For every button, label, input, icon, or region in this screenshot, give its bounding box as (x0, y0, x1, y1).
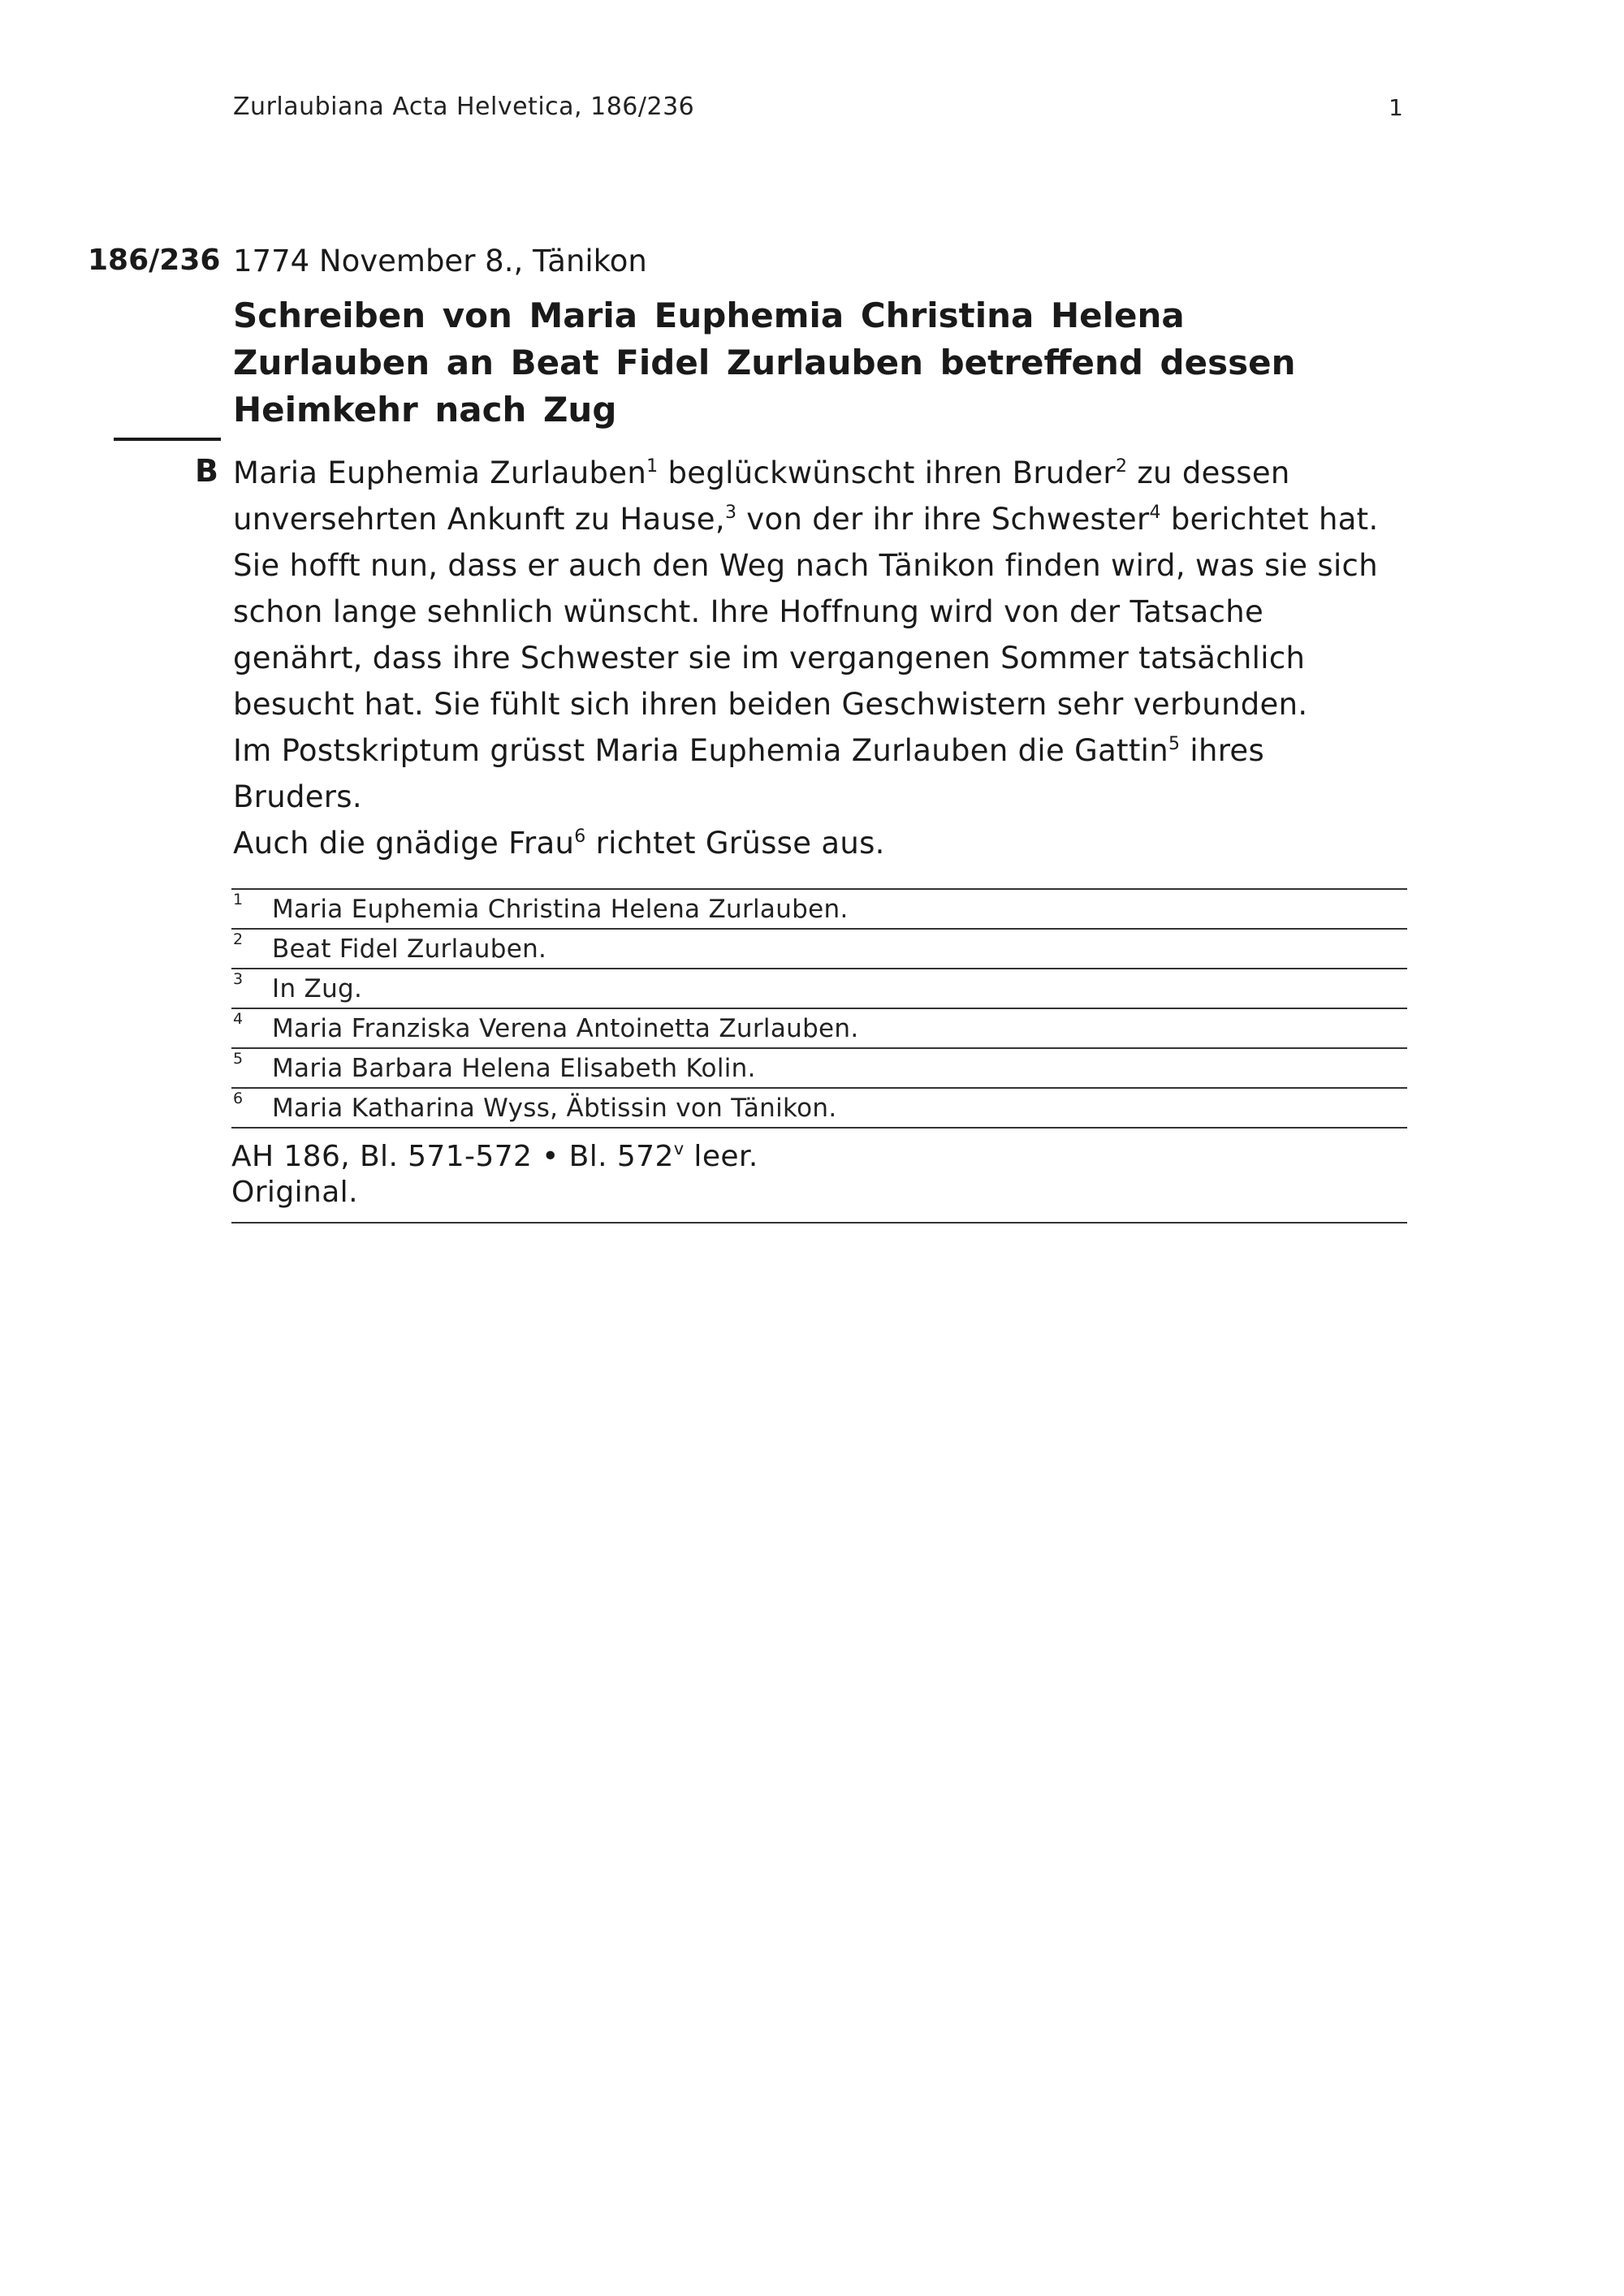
regest-marker: B (195, 453, 218, 489)
regest-segment: Auch die gnädige Frau (233, 826, 575, 861)
footnote-ref-1: 1 (646, 456, 659, 477)
footnote-text: Beat Fidel Zurlauben. (272, 934, 547, 964)
footnote-number: 3 (233, 970, 244, 988)
footnote-number: 1 (233, 891, 244, 908)
regest-paragraph-3 (233, 820, 1402, 866)
footnote-text: Maria Katharina Wyss, Äbtissin von Tänikon. (272, 1094, 837, 1123)
footnote-text: Maria Barbara Helena Elisabeth Kolin. (272, 1054, 756, 1083)
footnote-text: Maria Euphemia Christina Helena Zurlauben. (272, 895, 849, 924)
footnote-text: In Zug. (272, 974, 363, 1003)
footnote-number: 4 (233, 1010, 244, 1028)
footnote-number: 2 (233, 930, 244, 948)
regest-paragraph-2 (233, 727, 1402, 820)
regest-segment: von der ihr ihre Schwester (736, 502, 1150, 537)
footnote-ref-5: 5 (1168, 734, 1181, 754)
source-shelfmark (231, 1139, 1407, 1175)
regest-text (233, 450, 1402, 866)
footnote (231, 969, 1407, 1009)
footnote (231, 930, 1407, 969)
source-segment: AH 186, Bl. 571-572 • Bl. 572 (231, 1140, 674, 1173)
source-segment: leer. (684, 1140, 758, 1173)
footnote (231, 1009, 1407, 1049)
regest-segment: Im Postskriptum grüsst Maria Euphemia Zurlauben die Gattin (233, 733, 1169, 768)
footnote-ref-4: 4 (1149, 503, 1161, 523)
entry-title: Schreiben von Maria Euphemia Christina Helena Zurlauben an Beat Fidel Zurlauben betreffend dessen Heimkehr nach Zug (233, 296, 1296, 429)
footnote-ref-6: 6 (574, 826, 586, 847)
footnote (231, 1049, 1407, 1089)
page-number: 1 (1389, 94, 1403, 121)
regest-segment: Maria Euphemia Zurlauben (233, 455, 647, 490)
footnote (231, 1089, 1407, 1129)
source-note (231, 1139, 1407, 1224)
footnotes (231, 888, 1407, 1129)
footnote-number: 5 (233, 1050, 244, 1068)
source-type: Original. (231, 1176, 358, 1209)
footnote-ref-2: 2 (1115, 456, 1128, 477)
regest-segment: richtet Grüsse aus. (585, 826, 885, 861)
regest-segment: beglückwünscht ihren Bruder (658, 455, 1116, 490)
regest-segment: berichtet hat. Sie hofft nun, dass er auch den Weg nach Tänikon finden wird, was sie sich schon lange sehnlich wünscht. Ihre Hoffnung wird von der Tatsache genährt, dass ihre Schwester sie im vergangenen Sommer tatsächlich besucht hat. Sie fühlt sich ihren beiden Geschwistern sehr verbunden. (233, 502, 1379, 722)
entry-date-place: 1774 November 8., Tänikon (233, 244, 647, 278)
regest-paragraph-1 (233, 450, 1402, 727)
verso-mark: v (673, 1139, 685, 1159)
entry-number: 186/236 (88, 244, 221, 277)
footnote-text: Maria Franziska Verena Antoinetta Zurlauben. (272, 1014, 859, 1043)
footnote-ref-3: 3 (724, 503, 737, 523)
regest-segment: zu dessen unversehrten Ankunft zu Hause, (233, 455, 1290, 537)
footnote (231, 890, 1407, 930)
footnote-number: 6 (233, 1090, 244, 1107)
running-title: Zurlaubiana Acta Helvetica, 186/236 (233, 93, 695, 121)
regest-segment: ihres Bruders. (233, 733, 1265, 814)
margin-rule (114, 438, 221, 441)
